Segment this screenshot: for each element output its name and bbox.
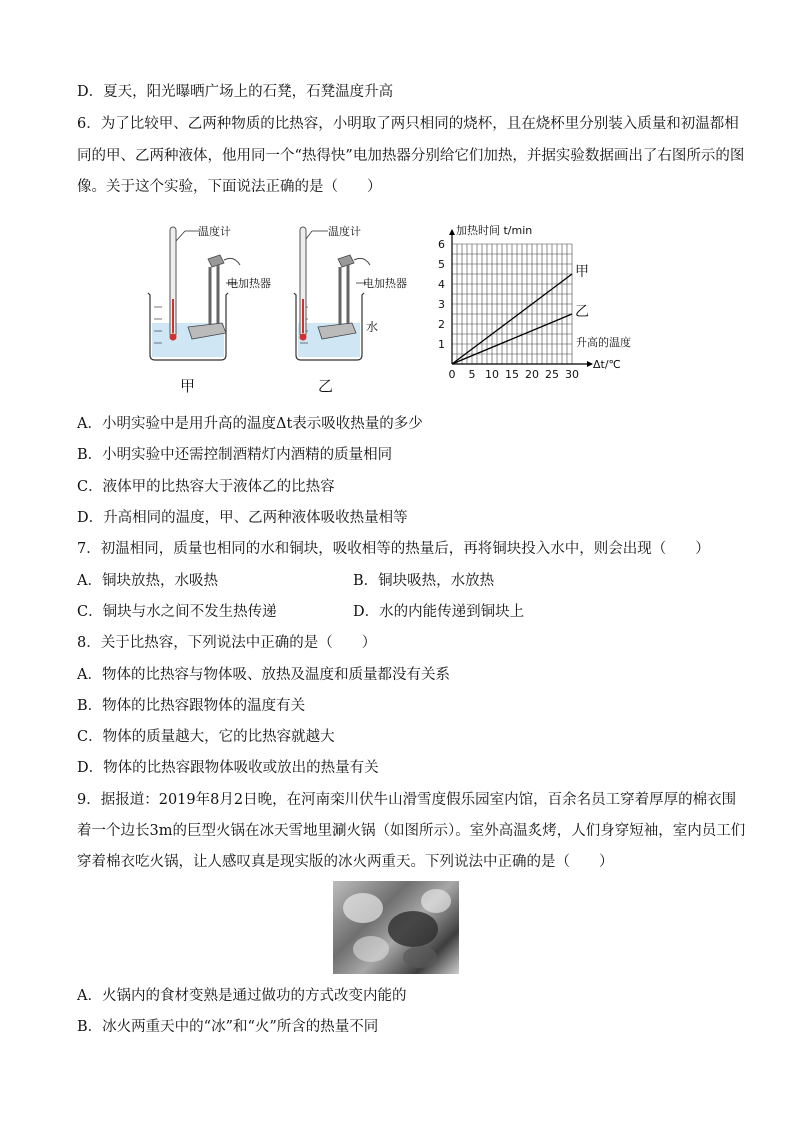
q9-stem-line3: 穿着棉衣吃火锅，让人感叹真是现实版的冰火两重天。下列说法中正确的是（ ） bbox=[77, 854, 614, 870]
q6-option-a: A．小明实验中是用升高的温度Δt表示吸收热量的多少 bbox=[77, 416, 423, 432]
hotpot-photo bbox=[333, 881, 459, 974]
beakers-figure bbox=[140, 215, 430, 400]
heating-time-chart bbox=[432, 218, 642, 378]
q6-option-d: D．升高相同的温度，甲、乙两种液体吸收热量相等 bbox=[77, 510, 408, 526]
y-tick-label: 3 bbox=[438, 298, 445, 311]
x-tick-label: 20 bbox=[525, 368, 539, 378]
x-axis-title: Δt/℃ bbox=[593, 358, 621, 371]
q7-stem: 7．初温相同，质量也相同的水和铜块，吸收相等的热量后，再将铜块投入水中，则会出现（ ） bbox=[77, 541, 710, 557]
beaker-2-caption: 乙 bbox=[318, 377, 334, 395]
chart-grid bbox=[452, 244, 572, 364]
series-label-1: 甲 bbox=[575, 264, 589, 280]
q8-option-c: C．物体的质量越大，它的比热容就越大 bbox=[77, 729, 335, 745]
beaker-2 bbox=[294, 224, 407, 395]
x-tick-label: 5 bbox=[468, 368, 476, 378]
y-tick-label: 2 bbox=[438, 318, 445, 331]
q8-option-a: A．物体的比热容与物体吸、放热及温度和质量都没有关系 bbox=[77, 667, 450, 683]
q7-option-b: B．铜块吸热，水放热 bbox=[353, 573, 495, 589]
q9-option-a: A．火锅内的食材变熟是通过做功的方式改变内能的 bbox=[77, 988, 407, 1004]
y-axis-arrow bbox=[449, 229, 455, 235]
beaker-2-liquid-label: 水 bbox=[366, 320, 379, 334]
q8-stem: 8．关于比热容，下列说法中正确的是（ ） bbox=[77, 635, 377, 651]
q6-stem-line1: 6．为了比较甲、乙两种物质的比热容，小明取了两只相同的烧杯，且在烧杯里分别装入质量和初温都相 bbox=[77, 116, 739, 132]
q9-stem-line2: 着一个边长3m的巨型火锅在冰天雪地里涮火锅（如图所示）。室外高温炙烤，人们身穿短袖，室内员工们 bbox=[77, 823, 746, 839]
q9-option-b: B．冰火两重天中的“冰”和“火”所含的热量不同 bbox=[77, 1019, 379, 1035]
beaker-2-thermometer-label: 温度计 bbox=[328, 225, 361, 238]
chart-axes bbox=[449, 229, 593, 367]
y-tick-label: 1 bbox=[438, 338, 445, 351]
x-axis-title-upper: 升高的温度 bbox=[576, 336, 631, 349]
y-tick-label: 4 bbox=[438, 278, 445, 291]
q8-option-b: B．物体的比热容跟物体的温度有关 bbox=[77, 698, 306, 714]
q6-stem-line2: 同的甲、乙两种液体，他用同一个“热得快”电加热器分别给它们加热，并据实验数据画出了右图所示的图 bbox=[77, 148, 745, 164]
y-tick-label: 6 bbox=[438, 238, 445, 251]
q7-option-d: D．水的内能传递到铜块上 bbox=[353, 604, 525, 620]
y-tick-label: 5 bbox=[438, 258, 445, 271]
beaker-1-heater-label: 电加热器 bbox=[227, 277, 271, 290]
beaker-1-thermometer-label: 温度计 bbox=[198, 225, 231, 238]
q9-stem-line1: 9．据报道：2019年8月2日晚，在河南栾川伏牛山滑雪度假乐园室内馆，百余名员工穿着厚厚的棉衣围 bbox=[77, 792, 737, 808]
y-axis-title: 加热时间 t/min bbox=[456, 224, 533, 237]
series-label-2: 乙 bbox=[575, 304, 589, 320]
beaker-2-heater-label: 电加热器 bbox=[363, 277, 407, 290]
x-tick-label: 0 bbox=[448, 368, 456, 378]
beaker-1-caption: 甲 bbox=[180, 377, 196, 395]
x-tick-label: 15 bbox=[505, 368, 519, 378]
q6-option-b: B．小明实验中还需控制酒精灯内酒精的质量相同 bbox=[77, 447, 393, 463]
q7-option-a: A．铜块放热，水吸热 bbox=[77, 573, 218, 589]
q8-option-d: D．物体的比热容跟物体吸收或放出的热量有关 bbox=[77, 760, 379, 776]
x-tick-label: 10 bbox=[485, 368, 499, 378]
q5-option-d: D．夏天，阳光曝晒广场上的石凳，石凳温度升高 bbox=[77, 84, 394, 100]
x-tick-label: 30 bbox=[565, 368, 579, 378]
x-tick-label: 25 bbox=[545, 368, 559, 378]
q7-option-c: C．铜块与水之间不发生热传递 bbox=[77, 604, 277, 620]
q6-stem-line3: 像。关于这个实验，下面说法正确的是（ ） bbox=[77, 179, 382, 195]
q6-option-c: C．液体甲的比热容大于液体乙的比热容 bbox=[77, 479, 335, 495]
beaker-1 bbox=[148, 224, 271, 395]
